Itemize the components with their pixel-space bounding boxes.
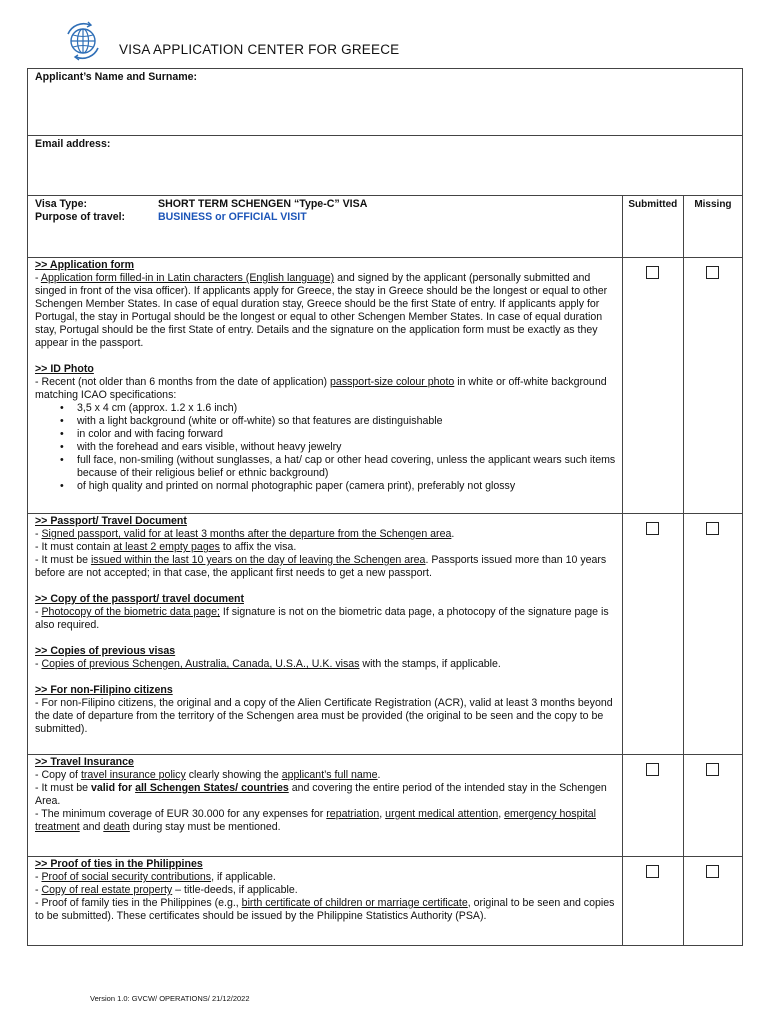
missing-checkbox[interactable]	[706, 522, 719, 535]
section-row-passport	[28, 514, 743, 755]
submitted-cell	[622, 755, 683, 857]
submitted-checkbox[interactable]	[646, 763, 659, 776]
passport-cell	[28, 514, 623, 755]
list-item: • of high quality and printed on normal photographic paper (camera print), preferably not glossy	[77, 480, 616, 493]
missing-cell	[683, 514, 742, 755]
insurance-line-3: - The minimum coverage of EUR 30.000 for any expenses for repatriation, urgent medical attention, emergency hospital treatment and death during stay must be mentioned.	[35, 808, 597, 833]
submitted-header-label: Submitted	[628, 199, 678, 210]
insurance-title: >> Travel Insurance	[35, 756, 134, 768]
ties-title: >> Proof of ties in the Philippines	[35, 858, 203, 870]
application-form-title: >> Application form	[35, 259, 135, 271]
visa-info-cell	[28, 196, 623, 258]
previous-visas-text: - Copies of previous Schengen, Australia, Canada, U.S.A., U.K. visas with the stamps, if applicable.	[35, 658, 501, 670]
visa-type-label: Visa Type:	[35, 198, 88, 210]
missing-header-label: Missing	[694, 199, 732, 210]
name-field[interactable]	[28, 69, 743, 136]
name-label: Applicant’s Name and Surname:	[35, 71, 198, 83]
ties-line-1: - Proof of social security contributions, if applicable.	[35, 871, 276, 883]
email-field[interactable]	[28, 136, 743, 196]
missing-cell	[683, 755, 742, 857]
submitted-header	[622, 196, 683, 258]
non-filipino-text: - For non-Filipino citizens, the original and a copy of the Alien Certificate Registration (ACR), valid at least 3 months beyond the date of departure from the territory of the Schengen area must be provided (the original to be seen and the copy to be submitted).	[35, 697, 613, 735]
section-row-insurance	[28, 755, 743, 857]
missing-checkbox[interactable]	[706, 763, 719, 776]
missing-checkbox[interactable]	[706, 266, 719, 279]
missing-checkbox[interactable]	[706, 865, 719, 878]
non-filipino-title: >> For non-Filipino citizens	[35, 684, 173, 696]
email-row	[28, 136, 743, 196]
missing-cell	[683, 857, 742, 946]
previous-visas-title: >> Copies of previous visas	[35, 645, 176, 657]
section-row-ties	[28, 857, 743, 946]
ties-line-3: - Proof of family ties in the Philippines (e.g., birth certificate of children or marriage certificate, original to be seen and copies to be submitted). These certificates should be issued by the Philippine Statistics Authority (PSA).	[35, 897, 615, 922]
passport-copy-title: >> Copy of the passport/ travel document	[35, 593, 244, 605]
purpose-label: Purpose of travel:	[35, 211, 126, 223]
email-label: Email address:	[35, 138, 111, 150]
checklist-table	[27, 68, 743, 946]
missing-cell	[683, 258, 742, 514]
passport-line-3: - It must be issued within the last 10 years on the day of leaving the Schengen area. Passports issued more than 10 years before are not accepted; in that case, the applicant first needs to get a new passport.	[35, 554, 607, 579]
list-item: • with a light background (white or off-white) so that features are distinguishable	[77, 415, 616, 428]
submitted-checkbox[interactable]	[646, 522, 659, 535]
passport-line-1: - Signed passport, valid for at least 3 months after the departure from the Schengen area.	[35, 528, 455, 540]
photo-requirements-list	[35, 402, 616, 493]
insurance-line-2: - It must be valid for all Schengen States/ countries and covering the entire period of the intended stay in the Schengen Area.	[35, 782, 607, 807]
submitted-cell	[622, 258, 683, 514]
submitted-checkbox[interactable]	[646, 865, 659, 878]
list-item: • full face, non-smiling (without sunglasses, a hat/ cap or other head covering, unless the applicant wears such items because of their religious belief or ethnic background)	[77, 454, 616, 480]
insurance-cell	[28, 755, 623, 857]
list-item: • with the forehead and ears visible, without heavy jewelry	[77, 441, 616, 454]
missing-header	[683, 196, 742, 258]
purpose-value: BUSINESS or OFFICIAL VISIT	[158, 211, 307, 223]
application-cell	[28, 258, 623, 514]
page-title: VISA APPLICATION CENTER FOR GREECE	[119, 42, 400, 57]
passport-line-2: - It must contain at least 2 empty pages to affix the visa.	[35, 541, 297, 553]
footer-version: Version 1.0: GVCW/ OPERATIONS/ 21/12/2022	[90, 994, 250, 1003]
section-row-application	[28, 258, 743, 514]
submitted-cell	[622, 857, 683, 946]
list-item: • in color and with facing forward	[77, 428, 616, 441]
ties-cell	[28, 857, 623, 946]
list-item: • 3,5 x 4 cm (approx. 1.2 x 1.6 inch)	[77, 402, 616, 415]
application-form-text: - Application form filled-in in Latin characters (English language) and signed by the applicant (personally submitted and singed in front of the visa officer). If applicants apply for Greece, the stay in Greece should be the longest or equal to other Schengen Member States. In case of equal duration stay, Greece should be the first State of entry. If applicants apply for Portugal, the stay in Portugal should be the longest or equal to other Schengen Member States. In case of equal duration stay, Portugal should be the first State of entry. Details and the signature on the application form must be exactly as they appear in the passport.	[35, 272, 608, 349]
visa-row	[28, 196, 743, 258]
submitted-checkbox[interactable]	[646, 266, 659, 279]
passport-copy-text: - Photocopy of the biometric data page; If signature is not on the biometric data page, a photocopy of the signature page is also required.	[35, 606, 609, 631]
visa-type-value: SHORT TERM SCHENGEN “Type-C” VISA	[158, 198, 368, 210]
submitted-cell	[622, 514, 683, 755]
ties-line-2: - Copy of real estate property – title-deeds, if applicable.	[35, 884, 298, 896]
globe-icon	[62, 20, 104, 62]
id-photo-text: - Recent (not older than 6 months from the date of application) passport-size colour photo in white or off-white background matching ICAO specifications:	[35, 376, 607, 401]
id-photo-title: >> ID Photo	[35, 363, 94, 375]
passport-title: >> Passport/ Travel Document	[35, 515, 187, 527]
insurance-line-1: - Copy of travel insurance policy clearly showing the applicant’s full name.	[35, 769, 381, 781]
name-row	[28, 69, 743, 136]
